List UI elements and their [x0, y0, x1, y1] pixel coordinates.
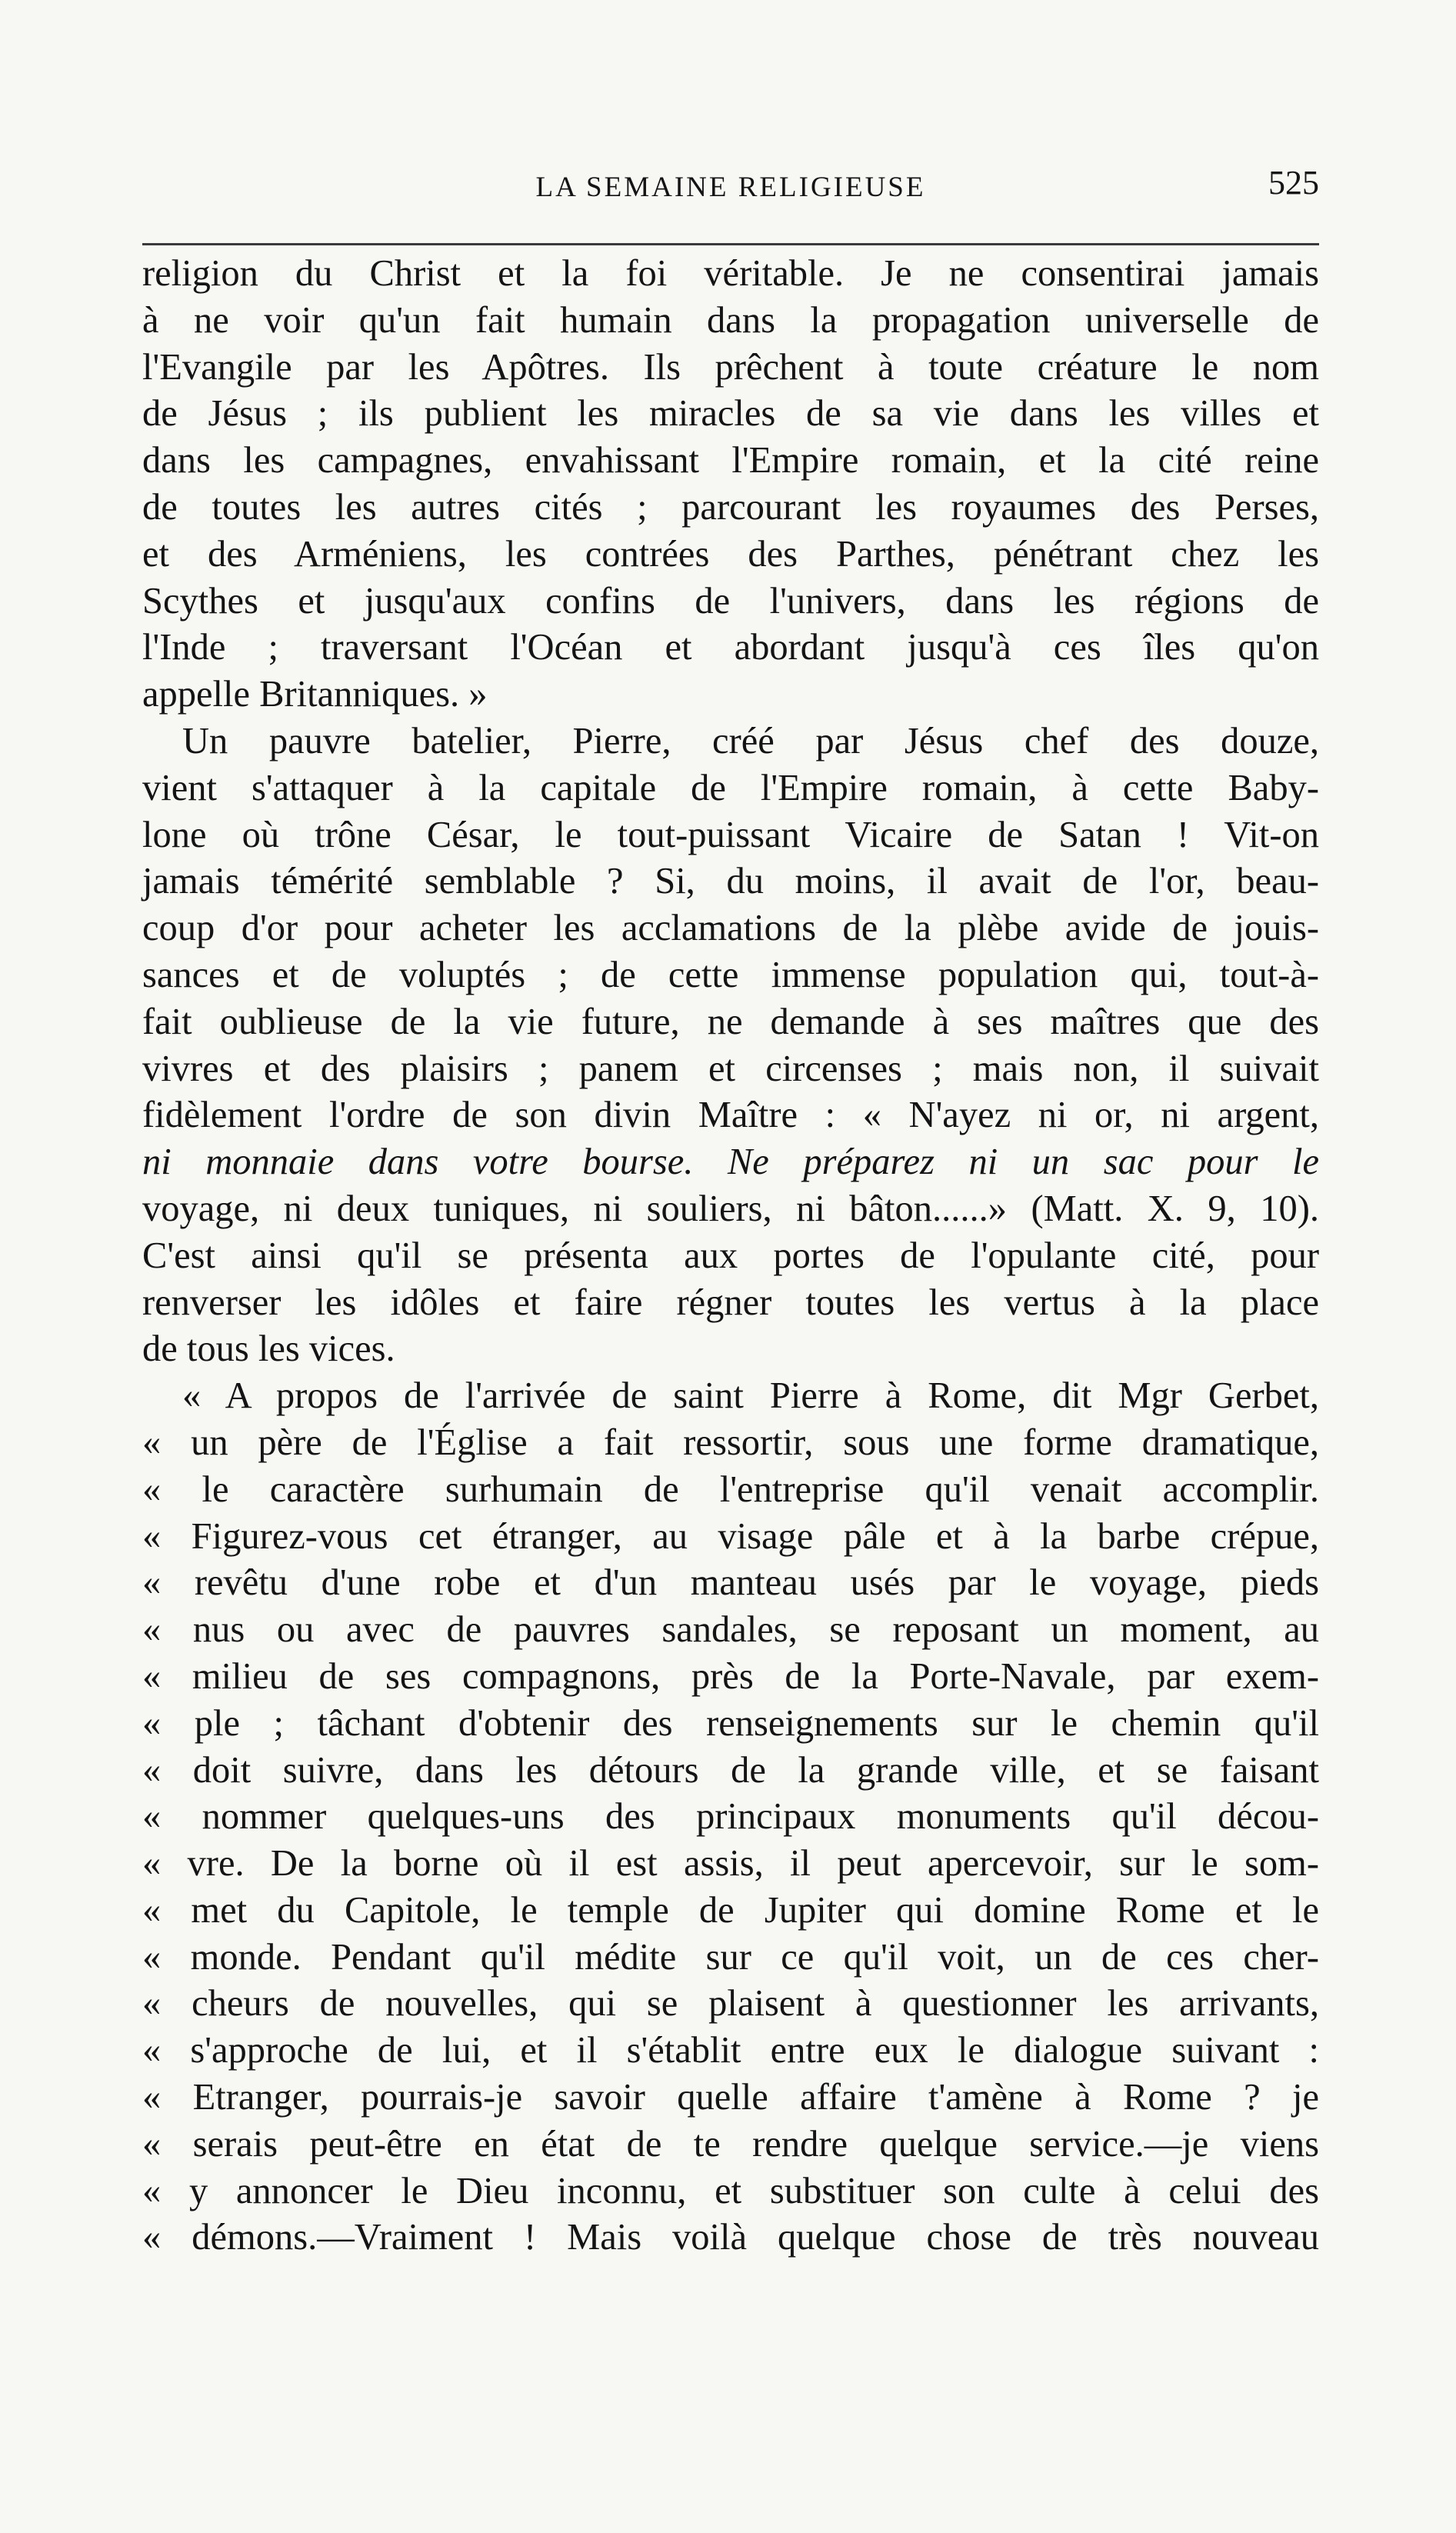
text-line: « Figurez-vous cet étranger, au visage pâle et à la barbe crépue, — [142, 1515, 1319, 1557]
page-number: 525 — [1268, 164, 1319, 202]
body-text — [142, 251, 1319, 2261]
text-line: ni monnaie dans votre bourse. Ne préparez ni un sac pour le — [142, 1142, 1319, 1183]
text-line: « y annoncer le Dieu inconnu, et substituer son culte à celui des — [142, 2170, 1319, 2211]
text-line: vient s'attaquer à la capitale de l'Empire romain, à cette Baby- — [142, 767, 1319, 808]
text-line: de toutes les autres cités ; parcourant les royaumes des Perses, — [142, 486, 1319, 528]
text-line: « un père de l'Église a fait ressortir, sous une forme dramatique, — [142, 1421, 1319, 1463]
text-line: « revêtu d'une robe et d'un manteau usés par le voyage, pieds — [142, 1562, 1319, 1604]
page-header — [142, 163, 1319, 232]
paragraph-2 — [142, 718, 1319, 1373]
running-head: LA SEMAINE RELIGIEUSE — [535, 172, 926, 203]
text-line: C'est ainsi qu'il se présenta aux portes de l'opulante cité, pour — [142, 1235, 1319, 1276]
text-line: à ne voir qu'un fait humain dans la propagation universelle de — [142, 299, 1319, 341]
text-line: religion du Christ et la foi véritable. Je ne consentirai jamais — [142, 253, 1319, 294]
text-line: coup d'or pour acheter les acclamations de la plèbe avide de jouis- — [142, 908, 1319, 949]
text-line: vivres et des plaisirs ; panem et circenses ; mais non, il suivait — [142, 1048, 1319, 1089]
text-line: « nus ou avec de pauvres sandales, se reposant un moment, au — [142, 1609, 1319, 1651]
header-rule — [142, 243, 1319, 245]
text-line: voyage, ni deux tuniques, ni souliers, ni bâton......» (Matt. X. 9, 10). — [142, 1188, 1319, 1229]
text-line: l'Evangile par les Apôtres. Ils prêchent à toute créature le nom — [142, 346, 1319, 388]
text-line: Un pauvre batelier, Pierre, créé par Jésus chef des douze, — [182, 720, 1319, 762]
text-line: « s'approche de lui, et il s'établit entre eux le dialogue suivant : — [142, 2030, 1319, 2071]
text-line: dans les campagnes, envahissant l'Empire romain, et la cité reine — [142, 440, 1319, 482]
text-line: « serais peut-être en état de te rendre quelque service.—je viens — [142, 2123, 1319, 2165]
text-line: jamais témérité semblable ? Si, du moins, il avait de l'or, beau- — [142, 861, 1319, 902]
text-line: fait oublieuse de la vie future, ne demande à ses maîtres que des — [142, 1001, 1319, 1042]
text-line: « nommer quelques-uns des principaux monuments qu'il décou- — [142, 1796, 1319, 1838]
text-line: « A propos de l'arrivée de saint Pierre à Rome, dit Mgr Gerbet, — [182, 1375, 1319, 1417]
text-line: « démons.—Vraiment ! Mais voilà quelque chose de très nouveau — [142, 2217, 1319, 2258]
text-line: « ple ; tâchant d'obtenir des renseignements sur le chemin qu'il — [142, 1702, 1319, 1744]
text-line: appelle Britanniques. » — [142, 674, 488, 715]
text-line: renverser les idôles et faire régner toutes les vertus à la place — [142, 1281, 1319, 1323]
text-line: fidèlement l'ordre de son divin Maître : « N'ayez ni or, ni argent, — [142, 1095, 1319, 1136]
text-line: « milieu de ses compagnons, près de la Porte-Navale, par exem- — [142, 1655, 1319, 1697]
text-line: « doit suivre, dans les détours de la grande ville, et se faisant — [142, 1749, 1319, 1791]
text-line: « le caractère surhumain de l'entreprise qu'il venait accomplir. — [142, 1468, 1319, 1510]
text-line: « vre. De la borne où il est assis, il peut apercevoir, sur le som- — [142, 1843, 1319, 1885]
text-line: « Etranger, pourrais-je savoir quelle affaire t'amène à Rome ? je — [142, 2077, 1319, 2118]
text-line: « met du Capitole, le temple de Jupiter qui domine Rome et le — [142, 1889, 1319, 1931]
paragraph-3 — [142, 1373, 1319, 2261]
text-line: Scythes et jusqu'aux confins de l'univers, dans les régions de — [142, 580, 1319, 622]
text-line: l'Inde ; traversant l'Océan et abordant jusqu'à ces îles qu'on — [142, 627, 1319, 668]
text-line: « cheurs de nouvelles, qui se plaisent à questionner les arrivants, — [142, 1983, 1319, 2025]
text-line: de Jésus ; ils publient les miracles de sa vie dans les villes et — [142, 393, 1319, 435]
text-line: lone où trône César, le tout-puissant Vicaire de Satan ! Vit-on — [142, 814, 1319, 855]
text-line: « monde. Pendant qu'il médite sur ce qu'il voit, un de ces cher- — [142, 1936, 1319, 1978]
paragraph-1 — [142, 251, 1319, 718]
text-line: sances et de voluptés ; de cette immense population qui, tout-à- — [142, 954, 1319, 995]
text-line: et des Arméniens, les contrées des Parthes, pénétrant chez les — [142, 533, 1319, 575]
text-line: de tous les vices. — [142, 1328, 395, 1370]
